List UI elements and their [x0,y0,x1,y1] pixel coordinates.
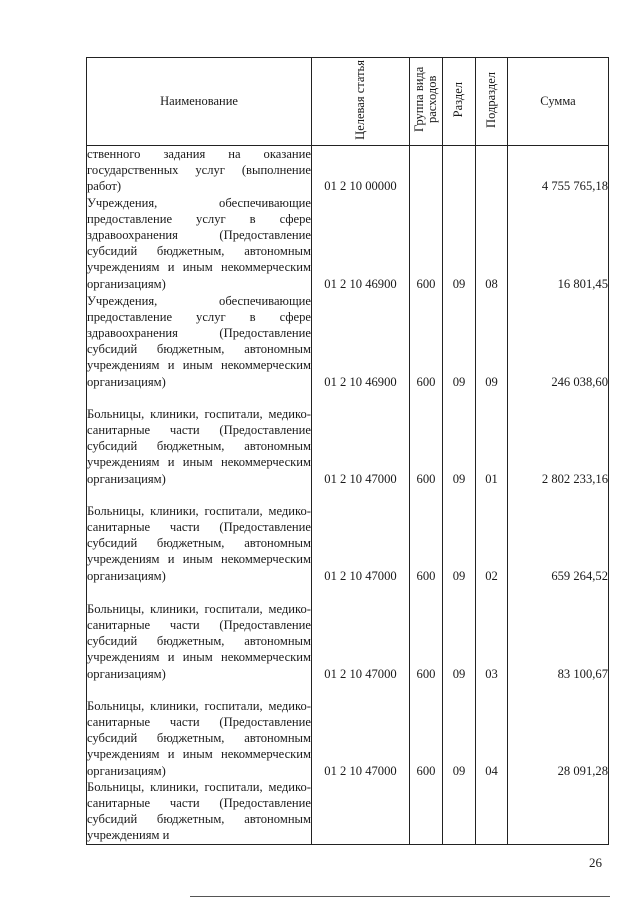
row-subsection: 08 [476,195,508,292]
row-subsection: 09 [476,292,508,390]
row-name: Больницы, клиники, госпитали, медико-санитарные части (Предоставление субсидий бюджетным, автономным учреждениям и иным некоммерческим организациям) [87,584,312,682]
row-subsection [476,779,508,844]
row-name: Больницы, клиники, госпитали, медико-санитарные части (Предоставление субсидий бюджетным, автономным учреждениям и иным некоммерческим организациям) [87,682,312,779]
row-group: 600 [410,390,443,487]
header-section: Раздел [443,58,476,146]
row-group: 600 [410,682,443,779]
table-row [87,390,609,487]
table-row [87,584,609,682]
header-name: Наименование [87,58,312,146]
row-name: Больницы, клиники, госпитали, медико-санитарные части (Предоставление субсидий бюджетным, автономным учреждениям и [87,779,311,843]
row-section: 09 [443,487,476,584]
row-group [410,779,443,844]
row-group: 600 [410,487,443,584]
header-sum: Сумма [508,58,609,146]
row-subsection: 03 [476,584,508,682]
row-section: 09 [443,390,476,487]
table-header-row [87,58,609,146]
row-sum: 659 264,52 [508,487,609,584]
row-target: 01 2 10 46900 [312,292,410,390]
row-sum: 4 755 765,18 [508,146,609,195]
row-name: ственного задания на оказание государственных услуг (выполнение работ) [87,147,311,194]
row-group: 600 [410,292,443,390]
table-row [87,487,609,584]
row-sum: 83 100,67 [508,584,609,682]
row-section: 09 [443,292,476,390]
row-target: 01 2 10 00000 [312,146,410,195]
row-section: 09 [443,584,476,682]
row-target: 01 2 10 47000 [312,487,410,584]
table-row [87,195,609,292]
header-group: Группа вида расходов [410,58,443,146]
row-subsection: 01 [476,390,508,487]
row-target: 01 2 10 47000 [312,584,410,682]
row-group: 600 [410,584,443,682]
row-subsection: 02 [476,487,508,584]
row-sum [508,779,609,844]
table-row [87,779,609,844]
row-name: Учреждения, обеспечивающие предоставление услуг в сфере здравоохранения (Предоставление субсидий бюджетным, автономным учреждениям и иным некоммерческим организациям) [87,195,311,291]
row-section [443,146,476,195]
row-name: Учреждения, обеспечивающие предоставление услуг в сфере здравоохранения (Предоставление субсидий бюджетным, автономным учреждениям и иным некоммерческим организациям) [87,293,311,389]
row-name: Больницы, клиники, госпитали, медико-санитарные части (Предоставление субсидий бюджетным, автономным учреждениям и иным некоммерческим организациям) [87,390,312,487]
table-row [87,292,609,390]
row-sum: 28 091,28 [508,682,609,779]
footer-divider [190,896,610,897]
row-section: 09 [443,195,476,292]
row-sum: 246 038,60 [508,292,609,390]
page-number: 26 [589,855,602,870]
row-sum: 16 801,45 [508,195,609,292]
row-target: 01 2 10 47000 [312,390,410,487]
header-subsection: Подраздел [476,58,508,146]
row-name: Больницы, клиники, госпитали, медико-санитарные части (Предоставление субсидий бюджетным, автономным учреждениям и иным некоммерческим организациям) [87,487,312,584]
row-target: 01 2 10 46900 [312,195,410,292]
budget-table [86,57,609,845]
row-subsection: 04 [476,682,508,779]
row-section: 09 [443,682,476,779]
table-row [87,682,609,779]
header-target: Целевая статья [312,58,410,146]
row-section [443,779,476,844]
row-group [410,146,443,195]
row-group: 600 [410,195,443,292]
row-subsection [476,146,508,195]
row-target: 01 2 10 47000 [312,682,410,779]
table-row [87,146,609,195]
row-sum: 2 802 233,16 [508,390,609,487]
row-target [312,779,410,844]
